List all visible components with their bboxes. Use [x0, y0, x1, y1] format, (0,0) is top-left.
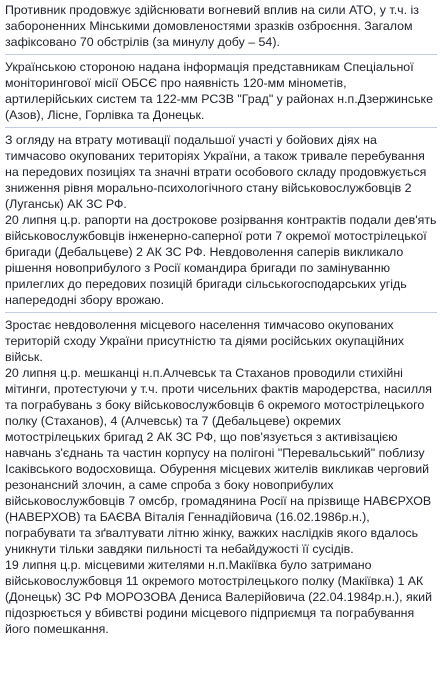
paragraph-osce-info: Українською стороною надана інформація представникам Спеціальної моніторингової місії ОБСЄ про наявність 120-мм мінометів, артилерійських систем та 122-мм РСЗВ "Град" у районах н.п.Дзержинське (Азов), Лісне, Горлівка та Донецьк. [5, 59, 437, 128]
paragraph-motivation: З огляду на втрату мотивації подальшої участі у бойових діях на тимчасово окупованих територіях України, а також тривале перебування на передових позиціях та значні втрати особового складу продовжується зниження рівня морально-психологічного стану військовослужбовців 2 (Луганськ) АК ЗС РФ. [5, 133, 427, 211]
paragraph-shelling: Противник продовжує здійснювати вогневий вплив на сили АТО, у т.ч. із забороненних Мінськими домовленостями зразків озброєння. Загалом зафіксовано 70 обстрілів (за минулу добу – 54). [5, 0, 437, 55]
block-population [5, 317, 437, 637]
paragraph-discontent: Зростає невдоволення місцевого населення тимчасово окупованих територій сходу України присутністю та діями російських окупаційних військ. [5, 318, 405, 364]
paragraph-makiivka: 19 липня ц.р. місцевими жителями н.п.Макіївка було затримано військовослужбовця 11 окремого мотострілецького полку (Макіївка) 1 АК (Донецьк) ЗС РФ МОРОЗОВА Дениса Валерійовича (22.04.1984р.н.), який підозрюється у вбивстві родини місцевого підприємця та пограбування його помешкання. [5, 558, 433, 636]
paragraph-rallies: 20 липня ц.р. мешканці н.п.Алчевськ та Стаханов проводили стихійні мітинги, протестуючи у т.ч. проти чисельних фактів мародерства, насилля та пограбувань з боку військовослужбовців 6 окремого мотострілецького полку (Стаханов), 4 (Алчевськ) та 7 (Дебальцеве) окремих мотострілецьких бригад 2 АК ЗС РФ, що пов'язується з активізацією навчань з'єднань та частин корпусу на полігоні "Перевальський" поблизу Ісаківського водосховища. Обурення місцевих жителів викликав черговий резонансний злочин, а саме спроба з боку новоприбулих військовослужбовців 7 омсбр, громадянина Росії на прізвище НАВЄРХОВ (НАВЕРХОВ) та БАЄВА Віталія Геннадійовича (16.02.1986р.н.), пограбувати та зґвалтувати літню жінку, важких наслідків якого вдалось уникнути тільки завдяки пильності та небайдужості її сусідів. [5, 366, 432, 556]
paragraph-sappers: 20 липня ц.р. рапорти на дострокове розірвання контрактів подали дев'ять військовослужбовців інженерно-саперної роти 7 окремої мотострілецької бригади (Дебальцеве) 2 АК ЗС РФ. Невдоволення саперів викликало рішення новоприбулого з Росії командира бригади по замінуванню прилеглих до передових позицій бригади сільськогосподарських угідь напередодні збору врожаю. [5, 213, 437, 307]
block-motivation [5, 132, 437, 313]
